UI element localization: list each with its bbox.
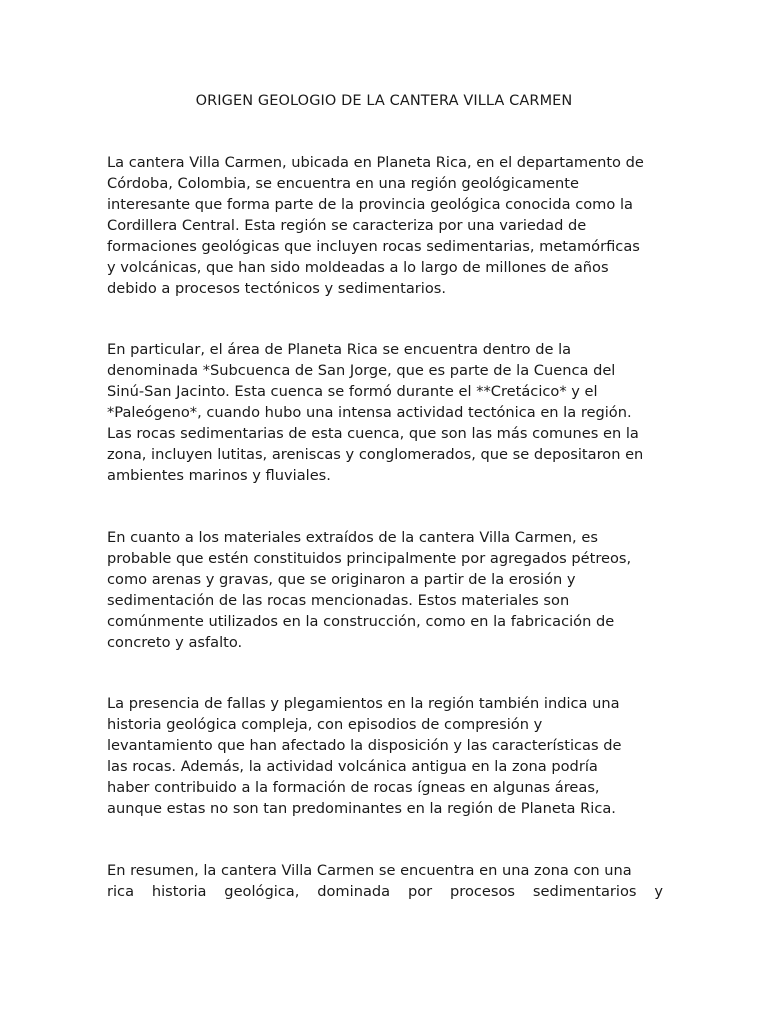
paragraph-line: y volcánicas, que han sido moldeadas a lo largo de millones de años — [107, 259, 609, 276]
paragraph-4 — [107, 693, 663, 819]
paragraph-line: Sinú-San Jacinto. Esta cuenca se formó durante el **Cretácico* y el — [107, 383, 598, 400]
paragraph-line: levantamiento que han afectado la disposición y las características de — [107, 737, 622, 754]
paragraph-line: concreto y asfalto. — [107, 634, 243, 651]
paragraph-line: ambientes marinos y fluviales. — [107, 467, 331, 484]
paragraph-line: La presencia de fallas y plegamientos en la región también indica una — [107, 695, 620, 712]
paragraph-5 — [107, 860, 663, 902]
paragraph-line: historia geológica compleja, con episodios de compresión y — [107, 716, 543, 733]
paragraph-line: rica historia geológica, dominada por procesos sedimentarios y — [107, 883, 663, 900]
paragraph-line: sedimentación de las rocas mencionadas. Estos materiales son — [107, 592, 570, 609]
paragraph-line: Córdoba, Colombia, se encuentra en una región geológicamente — [107, 175, 579, 192]
paragraph-line: denominada *Subcuenca de San Jorge, que es parte de la Cuenca del — [107, 362, 616, 379]
paragraph-line: Las rocas sedimentarias de esta cuenca, que son las más comunes en la — [107, 425, 639, 442]
paragraph-line: En resumen, la cantera Villa Carmen se encuentra en una zona con una — [107, 862, 632, 879]
paragraph-line: como arenas y gravas, que se originaron a partir de la erosión y — [107, 571, 576, 588]
paragraph-1 — [107, 152, 663, 299]
paragraph-3 — [107, 527, 663, 653]
paragraph-line: En particular, el área de Planeta Rica se encuentra dentro de la — [107, 341, 572, 358]
paragraph-line: aunque estas no son tan predominantes en la región de Planeta Rica. — [107, 800, 616, 817]
document-title: ORIGEN GEOLOGIO DE LA CANTERA VILLA CARMEN — [195, 93, 573, 109]
paragraph-line: interesante que forma parte de la provincia geológica conocida como la — [107, 196, 633, 213]
paragraph-line: Cordillera Central. Esta región se caracteriza por una variedad de — [107, 217, 587, 234]
paragraph-line: *Paleógeno*, cuando hubo una intensa actividad tectónica en la región. — [107, 404, 632, 421]
paragraph-line: probable que estén constituidos principalmente por agregados pétreos, — [107, 550, 632, 567]
paragraph-2 — [107, 339, 663, 486]
paragraph-line: debido a procesos tectónicos y sedimentarios. — [107, 280, 447, 297]
paragraph-line: zona, incluyen lutitas, areniscas y conglomerados, que se depositaron en — [107, 446, 644, 463]
paragraph-line: haber contribuido a la formación de rocas ígneas en algunas áreas, — [107, 779, 600, 796]
paragraph-line: las rocas. Además, la actividad volcánica antigua en la zona podría — [107, 758, 598, 775]
paragraph-line: En cuanto a los materiales extraídos de la cantera Villa Carmen, es — [107, 529, 598, 546]
paragraph-line: formaciones geológicas que incluyen rocas sedimentarias, metamórficas — [107, 238, 640, 255]
paragraph-line: La cantera Villa Carmen, ubicada en Planeta Rica, en el departamento de — [107, 154, 644, 171]
paragraph-line: comúnmente utilizados en la construcción, como en la fabricación de — [107, 613, 615, 630]
